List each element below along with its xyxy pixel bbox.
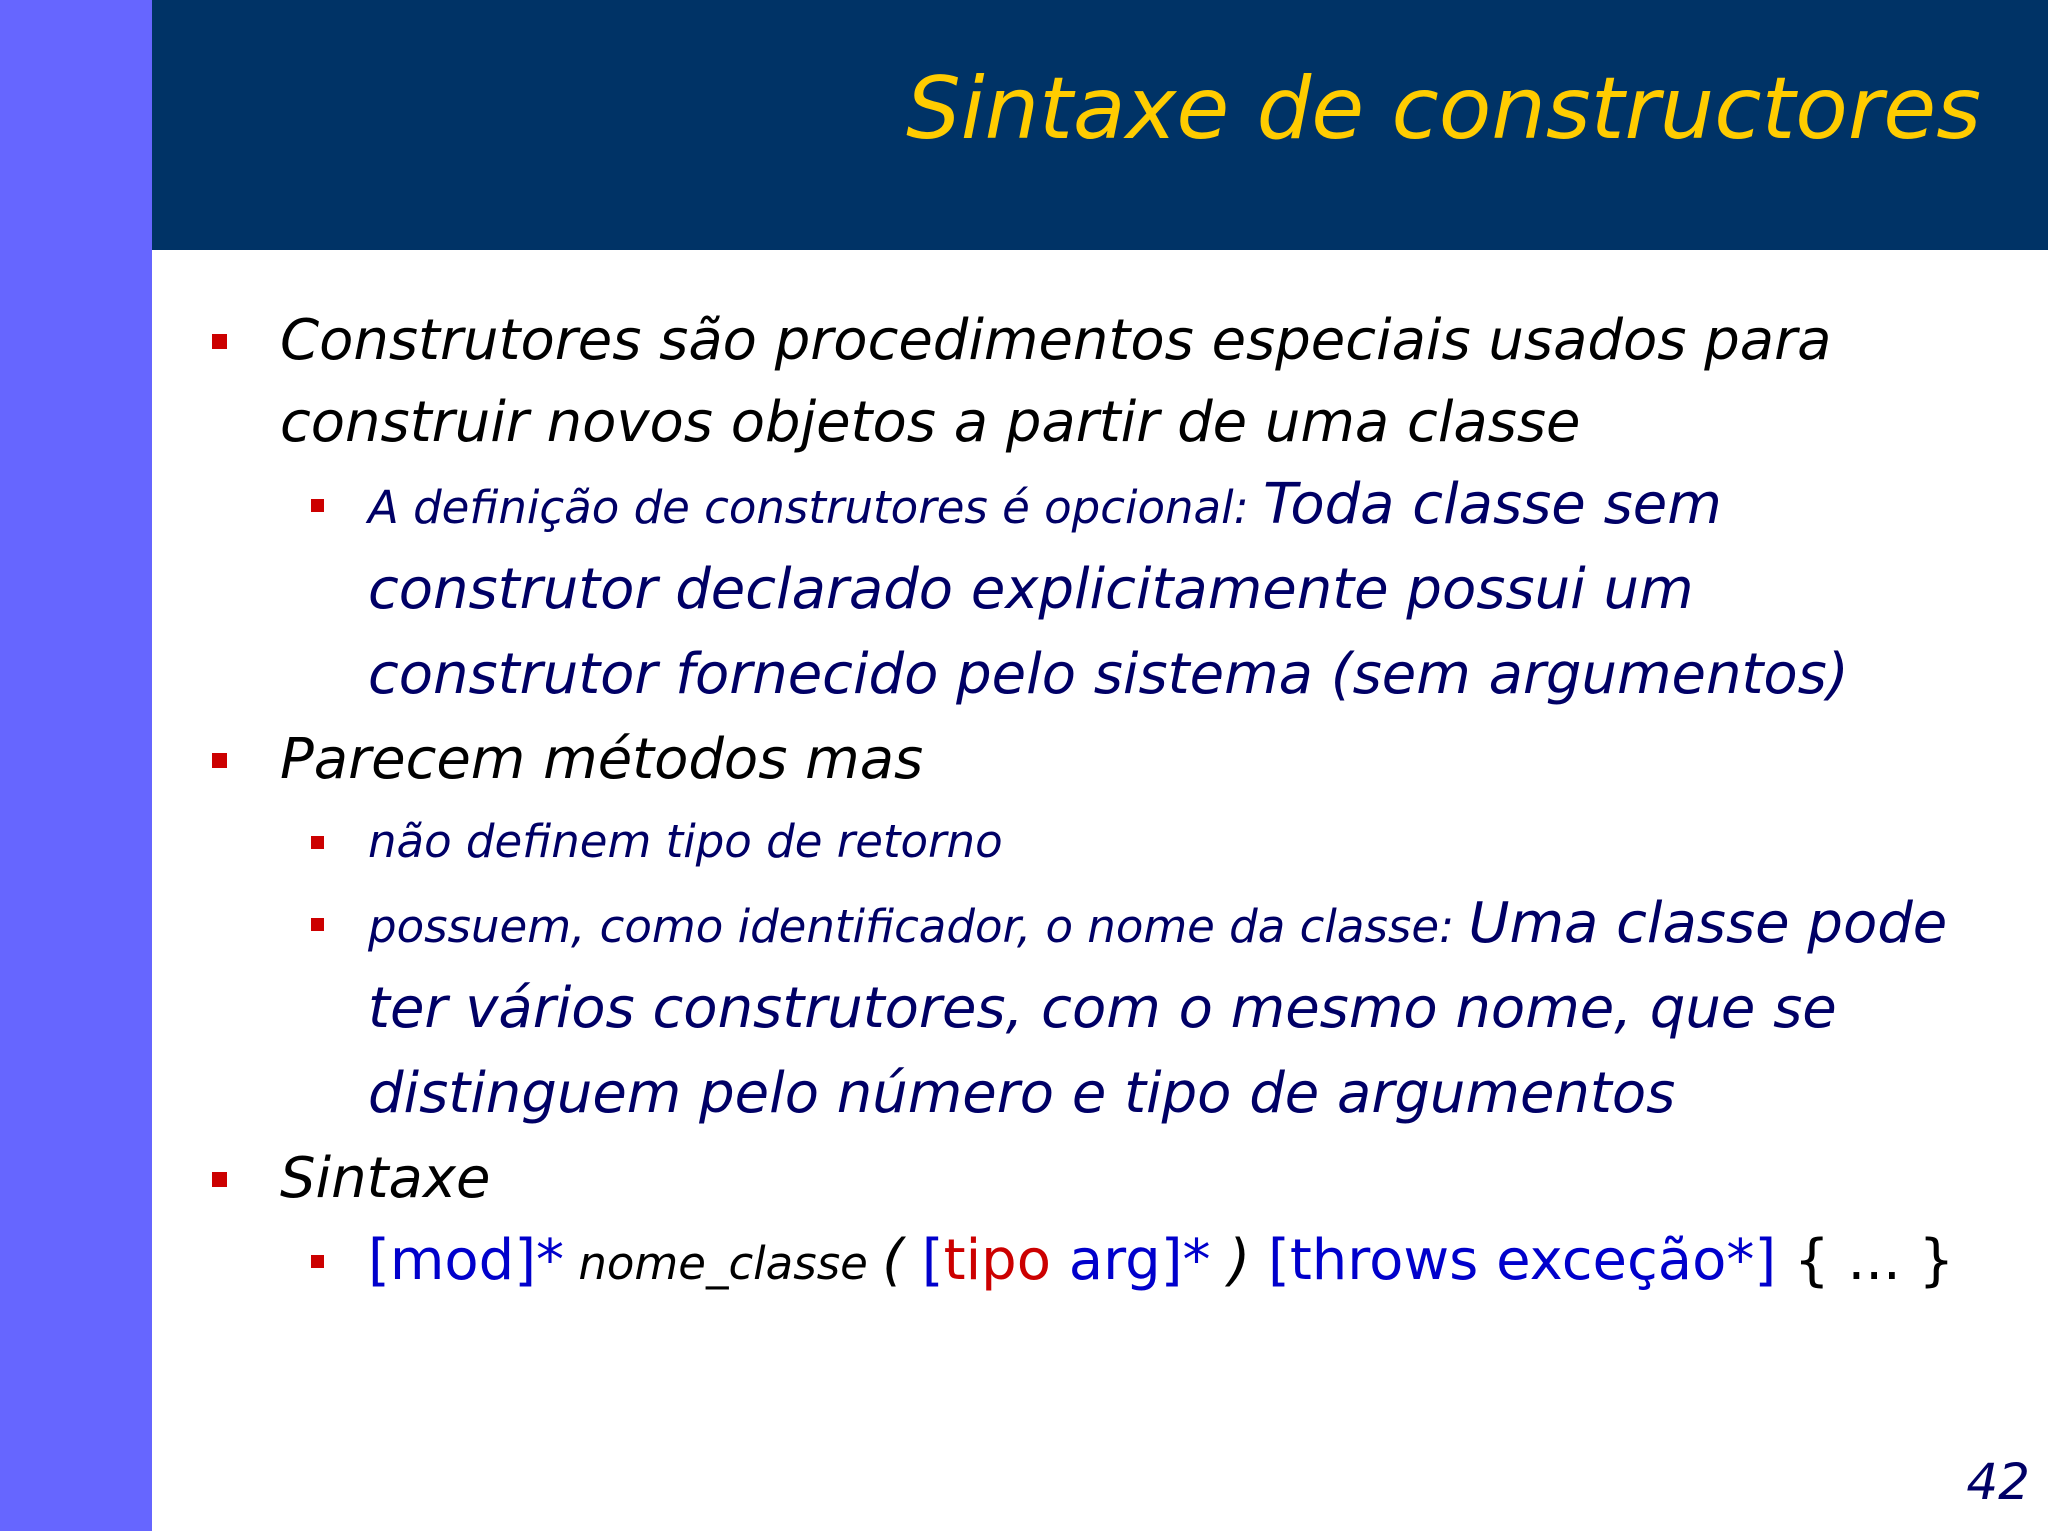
syntax-arg: arg]* bbox=[1050, 1228, 1211, 1293]
sub-bullet-lead-text: A definição de construtores é opcional: bbox=[368, 481, 1264, 534]
left-accent-bar bbox=[0, 0, 152, 1531]
bullet-text: Sintaxe bbox=[280, 1146, 491, 1211]
square-bullet-icon bbox=[212, 334, 227, 349]
syntax-line bbox=[200, 1220, 1980, 1305]
syntax-bracket-open: [ bbox=[921, 1228, 944, 1293]
syntax-body: { ... } bbox=[1776, 1228, 1955, 1293]
square-bullet-icon bbox=[212, 1172, 227, 1187]
bullet-syntax bbox=[200, 1138, 1980, 1220]
sub-bullet-emphasis-text: Toda classe sem construtor declarado explicitamente possui um construtor fornecido pelo sistema (sem argumentos) bbox=[368, 472, 1849, 707]
slide-title: Sintaxe de constructores bbox=[906, 59, 1981, 159]
bullet-text: Construtores são procedimentos especiais usados para construir novos objetos a partir de uma classe bbox=[280, 308, 1832, 455]
square-bullet-icon bbox=[311, 918, 324, 931]
bullet-constructors-definition bbox=[200, 300, 1980, 464]
title-bar bbox=[152, 0, 2048, 250]
syntax-modifiers: [mod]* bbox=[368, 1228, 565, 1293]
page-number: 42 bbox=[1966, 1453, 2030, 1511]
slide-content bbox=[200, 300, 1980, 1305]
syntax-class-name: nome_classe bbox=[564, 1237, 883, 1290]
sub-bullet-class-name-identifier bbox=[200, 883, 1980, 1138]
bullet-text: Parecem métodos mas bbox=[280, 727, 924, 792]
sub-bullet-no-return-type bbox=[200, 801, 1980, 883]
square-bullet-icon bbox=[311, 499, 324, 512]
syntax-throws: [throws exceção*] bbox=[1268, 1228, 1777, 1293]
sub-bullet-text: não definem tipo de retorno bbox=[368, 815, 1003, 868]
sub-bullet-lead-text: possuem, como identificador, o nome da classe: bbox=[368, 900, 1469, 953]
syntax-type: tipo bbox=[943, 1228, 1051, 1293]
square-bullet-icon bbox=[311, 836, 324, 849]
syntax-close-paren: ) bbox=[1210, 1228, 1268, 1293]
square-bullet-icon bbox=[311, 1255, 324, 1268]
sub-bullet-emphasis-text: Uma classe pode ter vários construtores, com o mesmo nome, que se distinguem pelo número e tipo de argumentos bbox=[368, 891, 1948, 1126]
syntax-open-paren: ( bbox=[882, 1228, 922, 1293]
bullet-look-like-methods bbox=[200, 719, 1980, 801]
square-bullet-icon bbox=[212, 753, 227, 768]
sub-bullet-optional-definition bbox=[200, 464, 1980, 719]
